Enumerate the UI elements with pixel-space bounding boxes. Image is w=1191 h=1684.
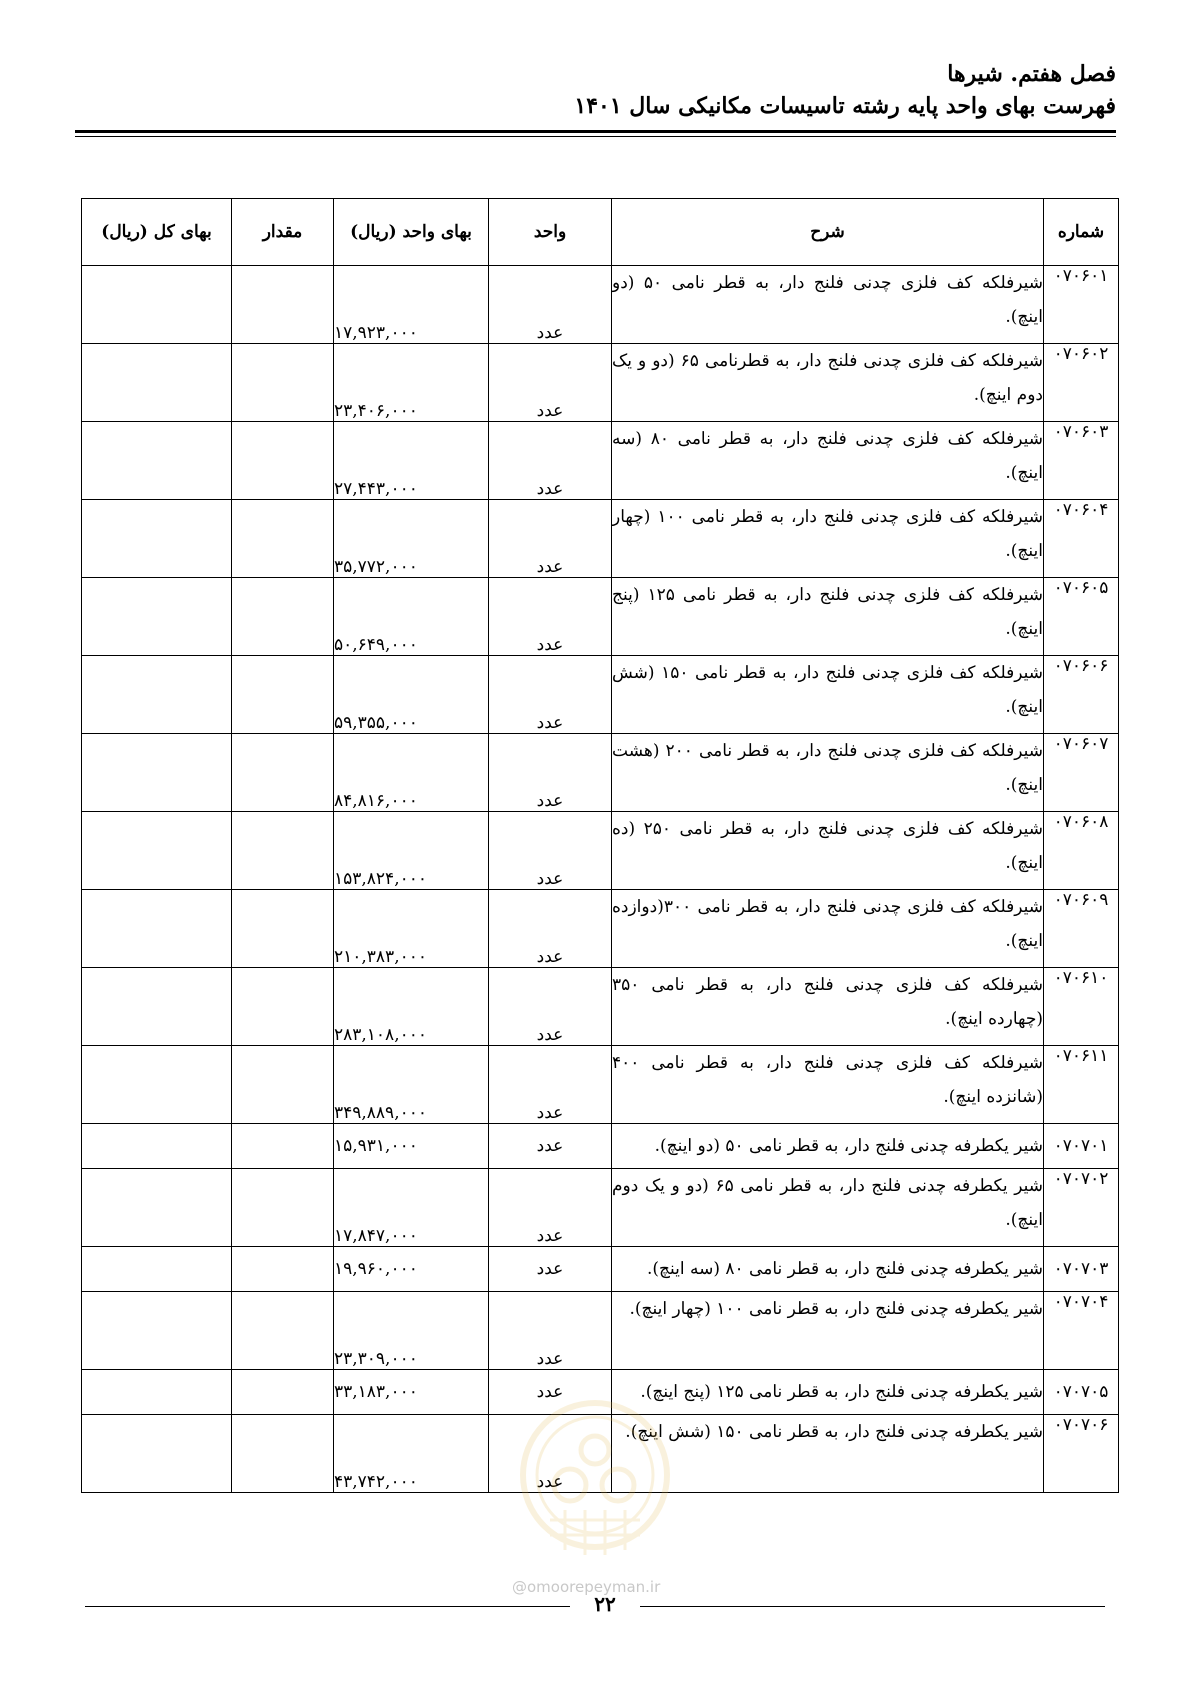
row-total-price-cell <box>82 578 232 656</box>
row-number-cell: ۰۷۰۷۰۱ <box>1044 1124 1119 1169</box>
row-number-cell: ۰۷۰۷۰۳ <box>1044 1247 1119 1292</box>
row-number-cell: ۰۷۰۶۰۴ <box>1044 500 1119 578</box>
row-unit-cell: عدد <box>489 1124 612 1169</box>
row-unit-cell: عدد <box>489 1292 612 1370</box>
row-unit-price-cell: ۱۷,۹۲۳,۰۰۰ <box>334 266 489 344</box>
row-total-price-cell <box>82 656 232 734</box>
row-unit-price-cell: ۱۵۳,۸۲۴,۰۰۰ <box>334 812 489 890</box>
footer-rule-left <box>85 1606 570 1607</box>
table-header-row <box>82 199 1119 266</box>
row-quantity-cell <box>232 1046 334 1124</box>
row-unit-price-cell: ۲۱۰,۳۸۳,۰۰۰ <box>334 890 489 968</box>
row-quantity-cell <box>232 266 334 344</box>
document-subtitle: فهرست بهای واحد پایه رشته تاسیسات مکانیکی سال ۱۴۰۱ <box>574 93 1116 119</box>
row-total-price-cell <box>82 1247 232 1292</box>
row-unit-price-cell: ۱۵,۹۳۱,۰۰۰ <box>334 1124 489 1169</box>
row-quantity-cell <box>232 1124 334 1169</box>
row-unit-price-cell: ۴۳,۷۴۲,۰۰۰ <box>334 1415 489 1493</box>
watermark-url: @omoorepeyman.ir <box>512 1578 661 1596</box>
row-number-cell: ۰۷۰۶۱۰ <box>1044 968 1119 1046</box>
row-unit-cell: عدد <box>489 1370 612 1415</box>
table-row <box>82 1124 1119 1169</box>
row-unit-cell: عدد <box>489 1415 612 1493</box>
row-quantity-cell <box>232 656 334 734</box>
row-unit-price-cell: ۳۴۹,۸۸۹,۰۰۰ <box>334 1046 489 1124</box>
row-description-cell: شیر یکطرفه چدنی فلنج دار، به قطر نامی ۸۰ (سه اینچ). <box>612 1247 1044 1292</box>
footer-rule-right <box>640 1606 1105 1607</box>
row-description-cell: شیر یکطرفه چدنی فلنج دار، به قطر نامی ۵۰ (دو اینچ). <box>612 1124 1044 1169</box>
row-description-cell: شیرفلکه کف فلزی چدنی فلنج دار، به قطر نامی ۳۵۰ (چهارده اینچ). <box>612 968 1044 1046</box>
column-header-quantity: مقدار <box>232 199 334 266</box>
row-number-cell: ۰۷۰۶۰۱ <box>1044 266 1119 344</box>
table-row <box>82 344 1119 422</box>
row-quantity-cell <box>232 500 334 578</box>
table-row <box>82 1169 1119 1247</box>
table-row <box>82 1247 1119 1292</box>
row-total-price-cell <box>82 890 232 968</box>
row-unit-cell: عدد <box>489 734 612 812</box>
row-total-price-cell <box>82 812 232 890</box>
row-description-cell: شیر یکطرفه چدنی فلنج دار، به قطر نامی ۱۰۰ (چهار اینچ). <box>612 1292 1044 1370</box>
row-unit-price-cell: ۱۷,۸۴۷,۰۰۰ <box>334 1169 489 1247</box>
row-unit-cell: عدد <box>489 422 612 500</box>
row-description-cell: شیرفلکه کف فلزی چدنی فلنج دار، به قطر نامی ۲۵۰ (ده اینچ). <box>612 812 1044 890</box>
row-total-price-cell <box>82 1124 232 1169</box>
row-number-cell: ۰۷۰۶۰۸ <box>1044 812 1119 890</box>
watermark-logo <box>510 1390 680 1580</box>
row-unit-cell: عدد <box>489 344 612 422</box>
table-body <box>82 266 1119 1493</box>
row-unit-cell: عدد <box>489 968 612 1046</box>
row-total-price-cell <box>82 968 232 1046</box>
row-description-cell: شیرفلکه کف فلزی چدنی فلنج دار، به قطرنامی ۶۵ (دو و یک دوم اینچ). <box>612 344 1044 422</box>
row-description-cell: شیر یکطرفه چدنی فلنج دار، به قطر نامی ۱۲۵ (پنج اینچ). <box>612 1370 1044 1415</box>
row-number-cell: ۰۷۰۷۰۴ <box>1044 1292 1119 1370</box>
row-description-cell: شیرفلکه کف فلزی چدنی فلنج دار، به قطر نامی ۲۰۰ (هشت اینچ). <box>612 734 1044 812</box>
row-unit-price-cell: ۵۹,۳۵۵,۰۰۰ <box>334 656 489 734</box>
row-unit-cell: عدد <box>489 500 612 578</box>
row-total-price-cell <box>82 344 232 422</box>
page-number: ۲۲ <box>594 1592 616 1616</box>
row-number-cell: ۰۷۰۶۰۳ <box>1044 422 1119 500</box>
row-total-price-cell <box>82 734 232 812</box>
price-list-table <box>81 198 1119 1493</box>
row-unit-cell: عدد <box>489 1247 612 1292</box>
row-unit-price-cell: ۲۷,۴۴۳,۰۰۰ <box>334 422 489 500</box>
row-number-cell: ۰۷۰۶۰۵ <box>1044 578 1119 656</box>
row-unit-cell: عدد <box>489 578 612 656</box>
row-unit-price-cell: ۲۳,۴۰۶,۰۰۰ <box>334 344 489 422</box>
row-total-price-cell <box>82 500 232 578</box>
table-row <box>82 266 1119 344</box>
row-quantity-cell <box>232 578 334 656</box>
column-header-number: شماره <box>1044 199 1119 266</box>
row-unit-cell: عدد <box>489 1046 612 1124</box>
table-row <box>82 1292 1119 1370</box>
header-rule-thick <box>75 130 1116 133</box>
column-header-unit: واحد <box>489 199 612 266</box>
row-total-price-cell <box>82 422 232 500</box>
row-quantity-cell <box>232 344 334 422</box>
row-number-cell: ۰۷۰۶۰۶ <box>1044 656 1119 734</box>
row-number-cell: ۰۷۰۶۰۹ <box>1044 890 1119 968</box>
row-number-cell: ۰۷۰۶۱۱ <box>1044 1046 1119 1124</box>
row-quantity-cell <box>232 1370 334 1415</box>
table-row <box>82 734 1119 812</box>
row-unit-cell: عدد <box>489 812 612 890</box>
row-unit-cell: عدد <box>489 890 612 968</box>
row-quantity-cell <box>232 890 334 968</box>
row-quantity-cell <box>232 1415 334 1493</box>
row-description-cell: شیرفلکه کف فلزی چدنی فلنج دار، به قطر نامی ۱۰۰ (چهار اینچ). <box>612 500 1044 578</box>
row-quantity-cell <box>232 968 334 1046</box>
header-rule-thin <box>75 136 1116 137</box>
row-total-price-cell <box>82 1370 232 1415</box>
table-row <box>82 422 1119 500</box>
table-row <box>82 890 1119 968</box>
row-unit-price-cell: ۸۴,۸۱۶,۰۰۰ <box>334 734 489 812</box>
row-unit-price-cell: ۲۳,۳۰۹,۰۰۰ <box>334 1292 489 1370</box>
table-row <box>82 656 1119 734</box>
row-total-price-cell <box>82 1292 232 1370</box>
row-number-cell: ۰۷۰۷۰۲ <box>1044 1169 1119 1247</box>
row-quantity-cell <box>232 734 334 812</box>
table-row <box>82 500 1119 578</box>
column-header-description: شرح <box>612 199 1044 266</box>
row-description-cell: شیرفلکه کف فلزی چدنی فلنج دار، به قطر نامی ۴۰۰ (شانزده اینچ). <box>612 1046 1044 1124</box>
row-quantity-cell <box>232 422 334 500</box>
row-total-price-cell <box>82 1415 232 1493</box>
row-description-cell: شیر یکطرفه چدنی فلنج دار، به قطر نامی ۱۵۰ (شش اینچ). <box>612 1415 1044 1493</box>
row-quantity-cell <box>232 1247 334 1292</box>
row-description-cell: شیرفلکه کف فلزی چدنی فلنج دار، به قطر نامی ۸۰ (سه اینچ). <box>612 422 1044 500</box>
row-total-price-cell <box>82 1169 232 1247</box>
table-row <box>82 578 1119 656</box>
column-header-unit-price: بهای واحد (ریال) <box>334 199 489 266</box>
row-quantity-cell <box>232 1292 334 1370</box>
row-number-cell: ۰۷۰۶۰۲ <box>1044 344 1119 422</box>
row-total-price-cell <box>82 266 232 344</box>
table-row <box>82 812 1119 890</box>
row-unit-price-cell: ۵۰,۶۴۹,۰۰۰ <box>334 578 489 656</box>
row-number-cell: ۰۷۰۷۰۵ <box>1044 1370 1119 1415</box>
row-unit-price-cell: ۲۸۳,۱۰۸,۰۰۰ <box>334 968 489 1046</box>
row-number-cell: ۰۷۰۷۰۶ <box>1044 1415 1119 1493</box>
row-unit-price-cell: ۱۹,۹۶۰,۰۰۰ <box>334 1247 489 1292</box>
row-unit-price-cell: ۳۳,۱۸۳,۰۰۰ <box>334 1370 489 1415</box>
row-unit-cell: عدد <box>489 656 612 734</box>
row-unit-cell: عدد <box>489 266 612 344</box>
row-unit-price-cell: ۳۵,۷۷۲,۰۰۰ <box>334 500 489 578</box>
table-row <box>82 968 1119 1046</box>
row-quantity-cell <box>232 1169 334 1247</box>
row-description-cell: شیر یکطرفه چدنی فلنج دار، به قطر نامی ۶۵ (دو و یک دوم اینچ). <box>612 1169 1044 1247</box>
column-header-total-price: بهای کل (ریال) <box>82 199 232 266</box>
row-description-cell: شیرفلکه کف فلزی چدنی فلنج دار، به قطر نامی ۳۰۰(دوازده اینچ). <box>612 890 1044 968</box>
table-row <box>82 1046 1119 1124</box>
row-quantity-cell <box>232 812 334 890</box>
page-header <box>76 58 1116 122</box>
chapter-title: فصل هفتم. شیرها <box>947 61 1116 87</box>
row-total-price-cell <box>82 1046 232 1124</box>
row-description-cell: شیرفلکه کف فلزی چدنی فلنج دار، به قطر نامی ۱۲۵ (پنج اینچ). <box>612 578 1044 656</box>
row-description-cell: شیرفلکه کف فلزی چدنی فلنج دار، به قطر نامی ۵۰ (دو اینچ). <box>612 266 1044 344</box>
row-unit-cell: عدد <box>489 1169 612 1247</box>
row-description-cell: شیرفلکه کف فلزی چدنی فلنج دار، به قطر نامی ۱۵۰ (شش اینچ). <box>612 656 1044 734</box>
row-number-cell: ۰۷۰۶۰۷ <box>1044 734 1119 812</box>
